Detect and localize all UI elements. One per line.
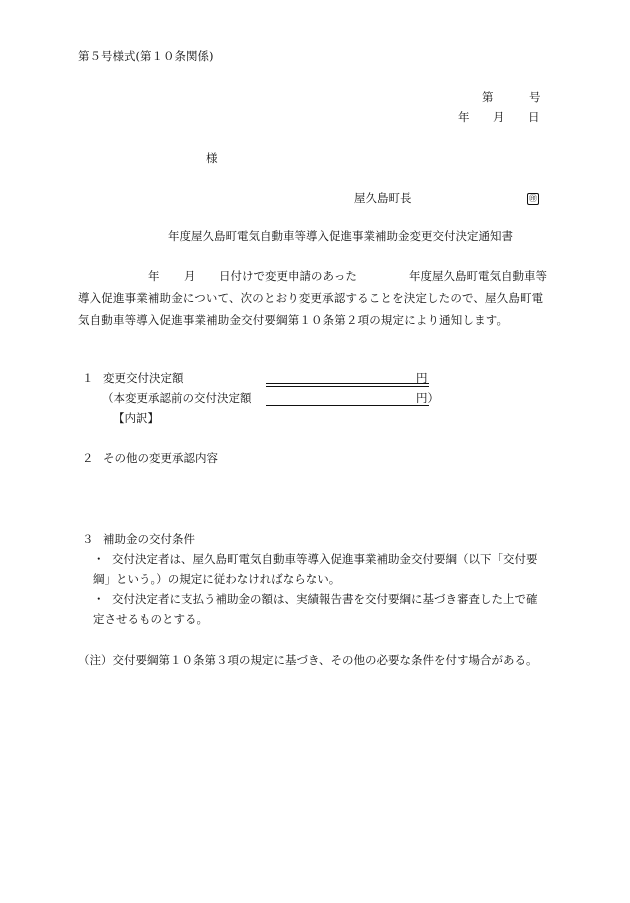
- item1-amount-underline-top: [266, 383, 429, 384]
- date-day: 日: [528, 110, 540, 124]
- document-title: 年度屋久島町電気自動車等導入促進事業補助金変更交付決定通知書: [168, 229, 513, 243]
- body-line1-tail: 年度屋久島町電気自動車等: [409, 269, 547, 283]
- item3-bullet-1: ・: [93, 552, 105, 566]
- item1-breakdown: 【内訳】: [113, 411, 159, 425]
- form-label: 第５号様式(第１０条関係): [78, 49, 214, 63]
- item1-label: 変更交付決定額: [103, 371, 184, 385]
- item2-label: その他の変更承認内容: [103, 451, 218, 465]
- body-line-2: 導入促進事業補助金について、次のとおり変更承認することを決定したので、屋久島町電: [78, 291, 544, 305]
- item1-number: １: [82, 371, 94, 385]
- body-month: 月: [184, 269, 196, 283]
- note-text: （注）交付要綱第１０条第３項の規定に基づき、その他の必要な条件を付す場合がある。: [78, 653, 538, 667]
- body-day-tail: 日付けで変更申請のあった: [219, 269, 357, 283]
- item2-number: ２: [82, 451, 94, 465]
- recipient-suffix: 様: [206, 151, 218, 165]
- item1-amount-underline: [266, 386, 429, 387]
- body-line-3: 気自動車等導入促進事業補助金交付要綱第１０条第２項の規定により通知します。: [78, 313, 509, 327]
- item3-label: 補助金の交付条件: [103, 532, 195, 546]
- item1-before-label: （本変更承認前の交付決定額: [102, 391, 252, 405]
- seal-mark: ㊞: [529, 194, 537, 203]
- doc-number-dai: 第: [482, 90, 494, 104]
- issuer-name: 屋久島町長: [354, 191, 412, 205]
- item1-before-underline: [266, 405, 429, 406]
- date-year: 年: [458, 110, 470, 124]
- doc-number-go: 号: [529, 90, 541, 104]
- item3-b2-line2: 定させるものとする。: [93, 612, 208, 626]
- item3-b1-line1: 交付決定者は、屋久島町電気自動車等導入促進事業補助金交付要綱（以下「交付要: [112, 552, 538, 566]
- body-year: 年: [148, 269, 160, 283]
- item3-number: ３: [82, 532, 94, 546]
- item1-before-unit: 円）: [416, 391, 439, 405]
- item3-b1-line2: 綱」という。）の規定に従わなければならない。: [93, 572, 341, 586]
- item1-unit: 円: [416, 371, 428, 385]
- item3-b2-line1: 交付決定者に支払う補助金の額は、実績報告書を交付要綱に基づき審査した上で確: [112, 592, 538, 606]
- item3-bullet-2: ・: [93, 592, 105, 606]
- date-month: 月: [493, 110, 505, 124]
